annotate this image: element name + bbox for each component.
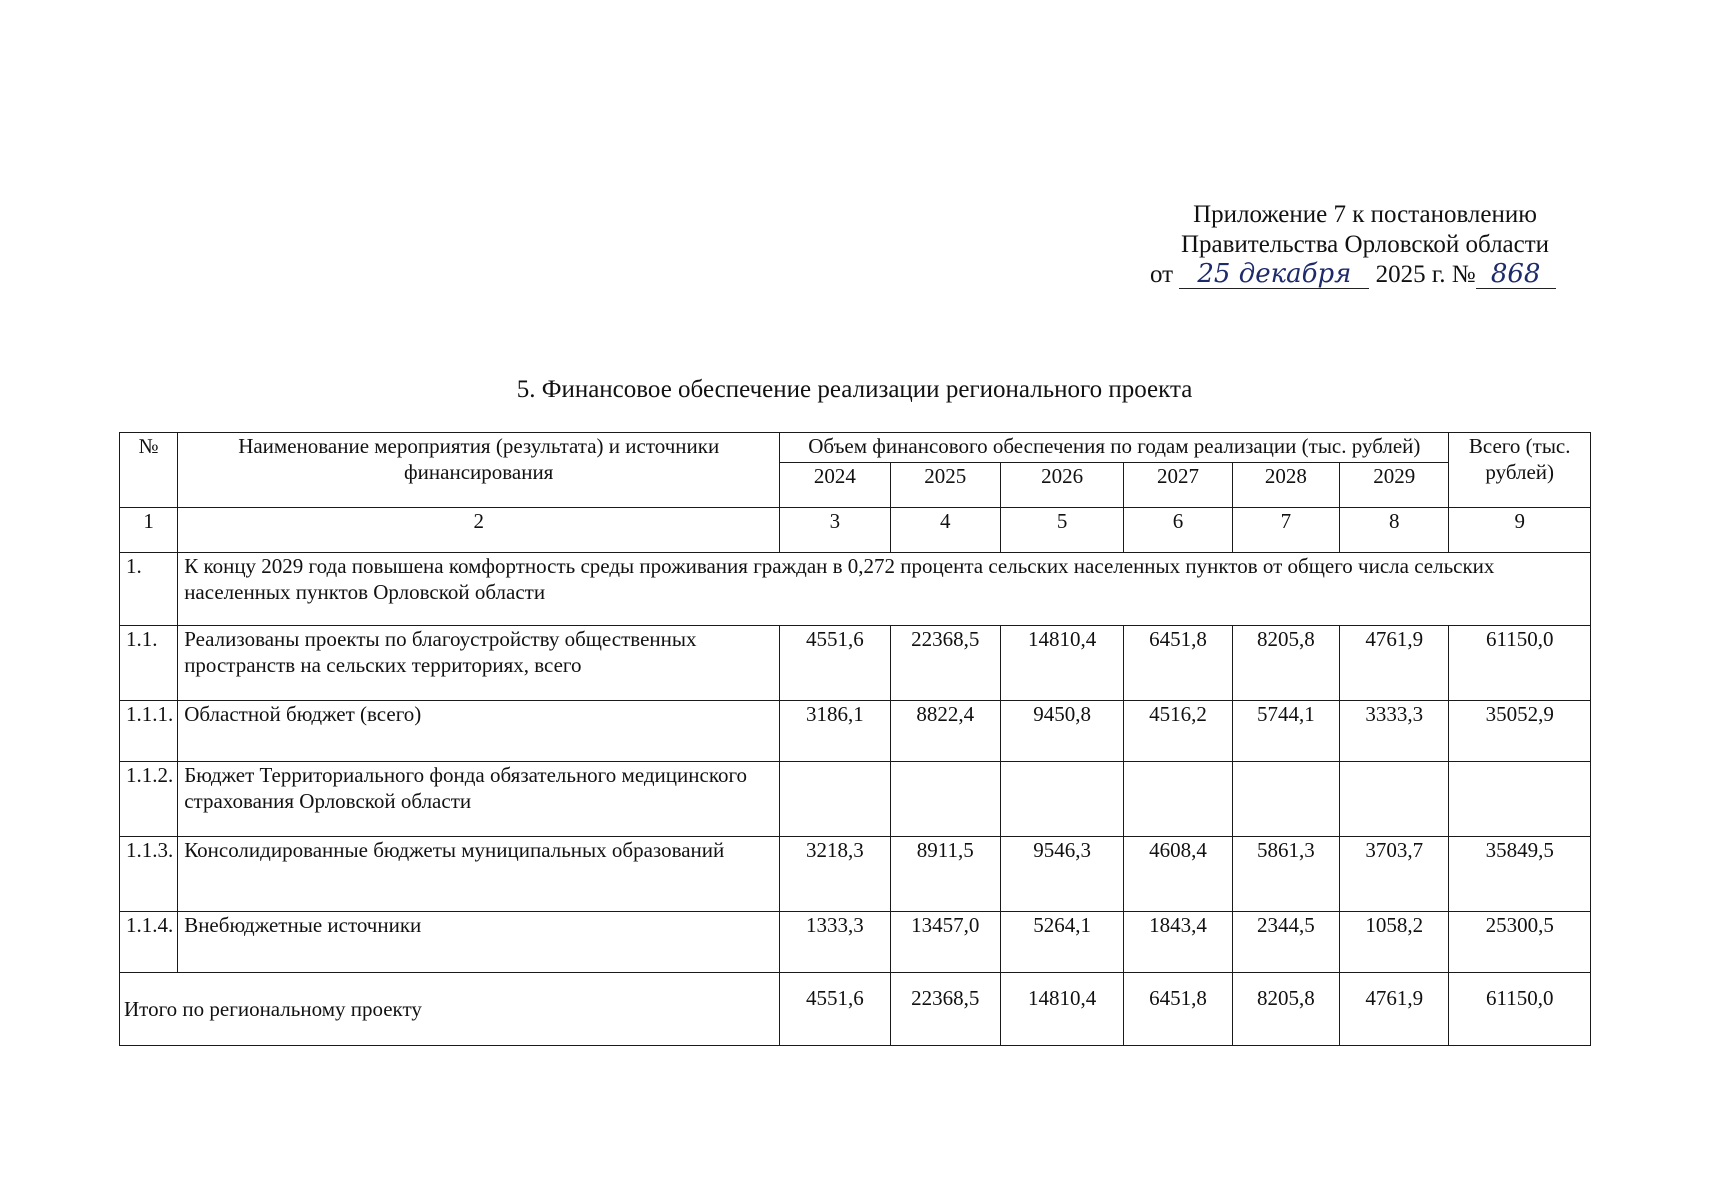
row-name: Областной бюджет (всего) [178, 701, 780, 762]
value-cell: 5744,1 [1232, 701, 1339, 762]
row-name: Консолидированные бюджеты муниципальных образований [178, 837, 780, 912]
section-text: К концу 2029 года повышена комфортность среды проживания граждан в 0,272 процента сельских населенных пунктов от общего числа сельских населенных пунктов Орловской области [178, 553, 1591, 626]
row-no: 1.1.3. [120, 837, 178, 912]
value-cell: 6451,8 [1124, 626, 1232, 701]
table-row [120, 837, 1591, 912]
value-cell: 3333,3 [1340, 701, 1449, 762]
value-cell: 14810,4 [1000, 626, 1123, 701]
header-name: Наименование мероприятия (результата) и источники финансирования [178, 433, 780, 508]
value-cell: 3186,1 [780, 701, 890, 762]
value-cell: 13457,0 [890, 912, 1000, 973]
index-cell: 2 [178, 508, 780, 553]
annex-date-line [1130, 260, 1600, 290]
value-cell [780, 762, 890, 837]
value-cell: 8822,4 [890, 701, 1000, 762]
annex-line-2: Правительства Орловской области [1180, 231, 1550, 258]
value-cell: 8205,8 [1232, 973, 1339, 1046]
value-cell: 1333,3 [780, 912, 890, 973]
index-cell: 8 [1340, 508, 1449, 553]
value-cell: 3703,7 [1340, 837, 1449, 912]
section-no: 1. [120, 553, 178, 626]
handwritten-number: 868 [1476, 260, 1556, 289]
value-cell: 5264,1 [1000, 912, 1123, 973]
value-cell: 1843,4 [1124, 912, 1232, 973]
value-cell [1340, 762, 1449, 837]
index-cell: 5 [1000, 508, 1123, 553]
financing-table [119, 432, 1591, 1046]
header-volume: Объем финансового обеспечения по годам реализации (тыс. рублей) [780, 433, 1449, 463]
value-cell: 8205,8 [1232, 626, 1339, 701]
year-cell: 2024 [780, 463, 890, 508]
value-cell [1124, 762, 1232, 837]
handwritten-date: 25 декабря [1179, 260, 1369, 289]
row-no: 1.1.1. [120, 701, 178, 762]
table-header-row [120, 433, 1591, 463]
value-cell: 4516,2 [1124, 701, 1232, 762]
value-cell: 5861,3 [1232, 837, 1339, 912]
total-cell: 25300,5 [1449, 912, 1591, 973]
value-cell: 4761,9 [1340, 973, 1449, 1046]
header-no: № [120, 433, 178, 508]
value-cell: 8911,5 [890, 837, 1000, 912]
row-name: Реализованы проекты по благоустройству общественных пространств на сельских территориях, всего [178, 626, 780, 701]
value-cell: 3218,3 [780, 837, 890, 912]
header-total: Всего (тыс. рублей) [1449, 433, 1591, 508]
row-name: Внебюджетные источники [178, 912, 780, 973]
annex-header [1130, 200, 1600, 290]
total-cell: 35052,9 [1449, 701, 1591, 762]
value-cell: 4761,9 [1340, 626, 1449, 701]
value-cell: 1058,2 [1340, 912, 1449, 973]
value-cell [1000, 762, 1123, 837]
table-row [120, 912, 1591, 973]
row-no: 1.1. [120, 626, 178, 701]
index-cell: 7 [1232, 508, 1339, 553]
annex-year-text: 2025 г. № [1375, 261, 1476, 288]
total-cell: 61150,0 [1449, 973, 1591, 1046]
section-row [120, 553, 1591, 626]
index-cell: 1 [120, 508, 178, 553]
annex-line-1: Приложение 7 к постановлению [1193, 201, 1537, 228]
value-cell: 4551,6 [780, 973, 890, 1046]
value-cell: 9450,8 [1000, 701, 1123, 762]
row-no: 1.1.2. [120, 762, 178, 837]
value-cell: 6451,8 [1124, 973, 1232, 1046]
value-cell [1232, 762, 1339, 837]
index-cell: 3 [780, 508, 890, 553]
annex-from-label: от [1150, 261, 1174, 288]
table-row [120, 626, 1591, 701]
year-cell: 2028 [1232, 463, 1339, 508]
value-cell: 4608,4 [1124, 837, 1232, 912]
section-title: 5. Финансовое обеспечение реализации регионального проекта [516, 376, 1193, 403]
value-cell: 4551,6 [780, 626, 890, 701]
value-cell: 9546,3 [1000, 837, 1123, 912]
index-cell: 6 [1124, 508, 1232, 553]
year-cell: 2029 [1340, 463, 1449, 508]
total-cell: 61150,0 [1449, 626, 1591, 701]
value-cell [890, 762, 1000, 837]
year-cell: 2027 [1124, 463, 1232, 508]
table-row [120, 762, 1591, 837]
row-name: Бюджет Территориального фонда обязательного медицинского страхования Орловской области [178, 762, 780, 837]
row-no: 1.1.4. [120, 912, 178, 973]
total-cell [1449, 762, 1591, 837]
total-row [120, 973, 1591, 1046]
total-label: Итого по региональному проекту [120, 973, 780, 1046]
value-cell: 14810,4 [1000, 973, 1123, 1046]
index-cell: 4 [890, 508, 1000, 553]
value-cell: 22368,5 [890, 626, 1000, 701]
index-cell: 9 [1449, 508, 1591, 553]
table-row [120, 701, 1591, 762]
year-cell: 2025 [890, 463, 1000, 508]
column-index-row [120, 508, 1591, 553]
value-cell: 2344,5 [1232, 912, 1339, 973]
value-cell: 22368,5 [890, 973, 1000, 1046]
total-cell: 35849,5 [1449, 837, 1591, 912]
year-cell: 2026 [1000, 463, 1123, 508]
